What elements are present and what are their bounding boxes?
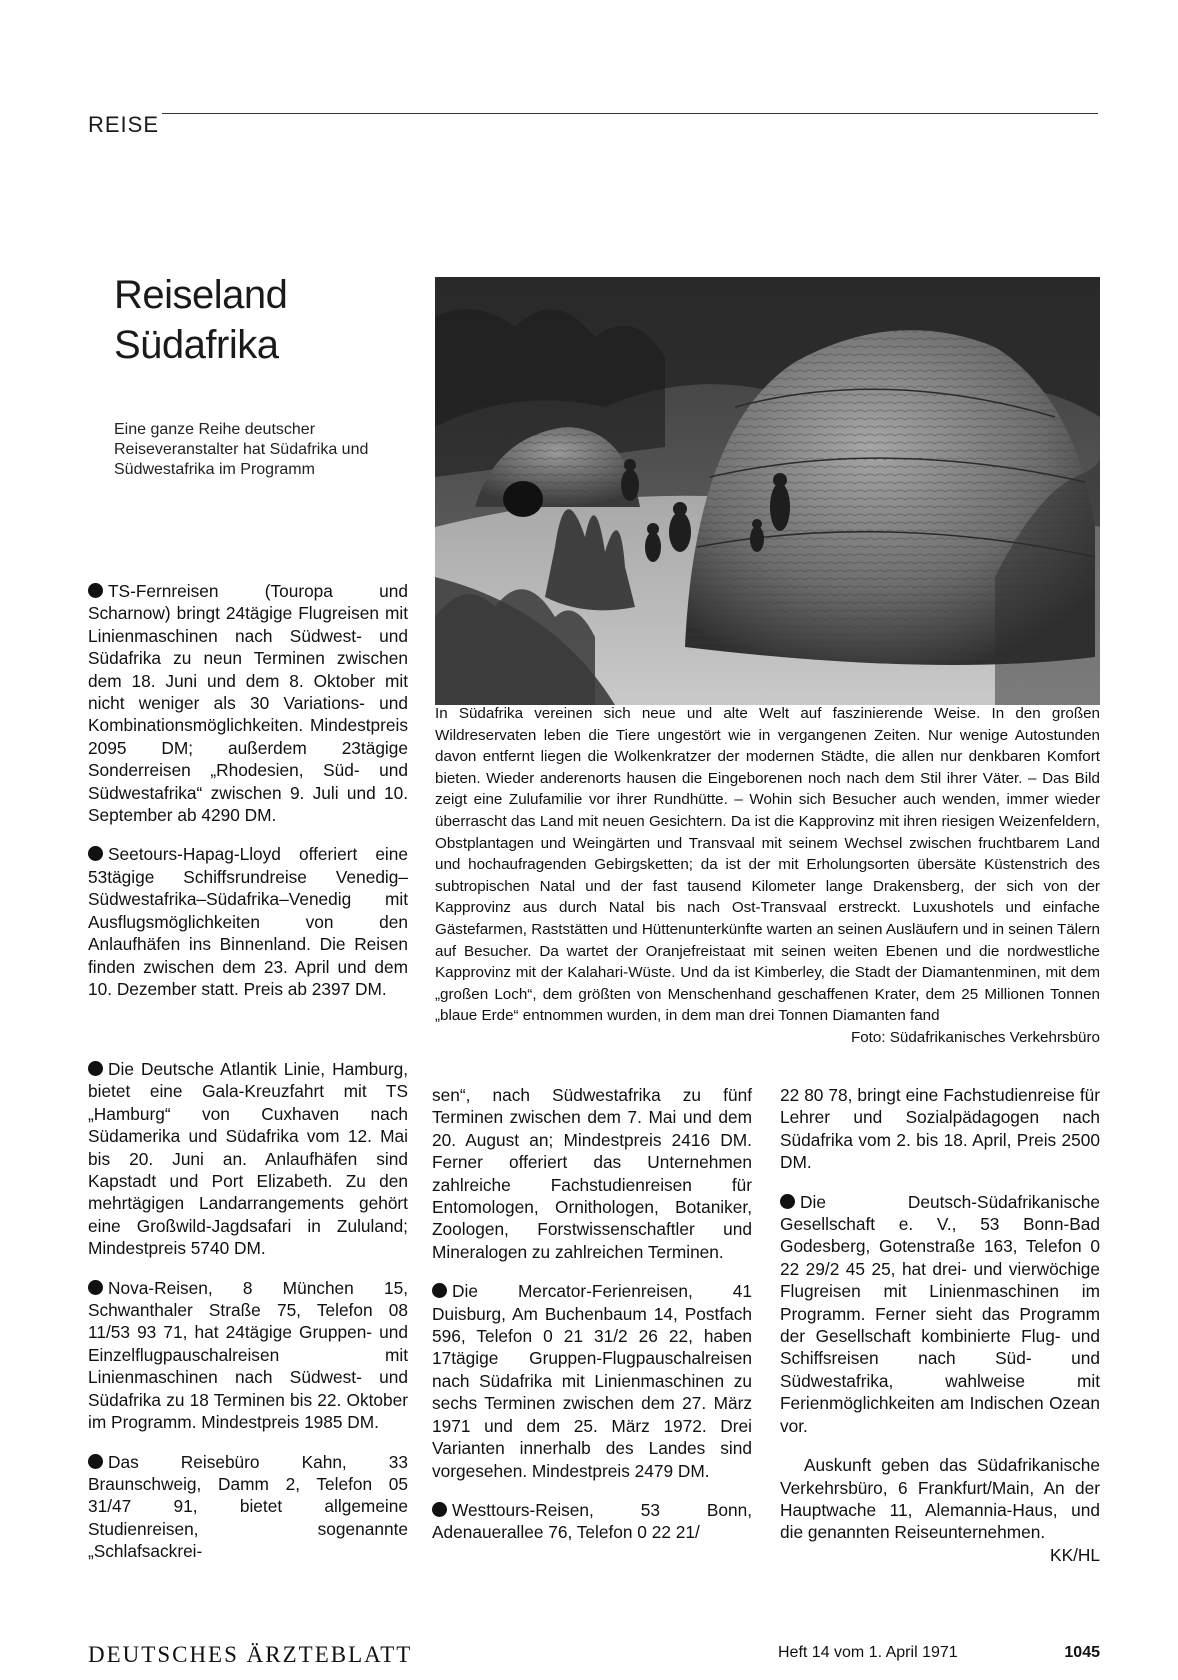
bullet-icon — [780, 1194, 795, 1209]
bullet-icon — [88, 1454, 103, 1469]
paragraph-auskunft — [780, 1454, 1100, 1565]
bullet-icon — [88, 1061, 103, 1076]
issue-info: Heft 14 vom 1. April 1971 — [778, 1644, 958, 1661]
paragraph-text: Die Deutsch-Südafrikanische Gesellschaft e. V., 53 Bonn-Bad Godesberg, Gotenstraße 163, Telefon 0 22 29/2 45 25, hat drei- und vierwöchige Flugreisen mit Linienmaschinen im Programm. Ferner sieht das Programm der Gesellschaft kombinierte Flug- und Schiffsreisen nach Süd- und Südwestafrika, wahlweise mit Ferienmöglichkeiten am Indischen Ozean vor. — [780, 1191, 1100, 1436]
paragraph-kahn-start — [88, 1451, 408, 1563]
bullet-icon — [88, 1280, 103, 1295]
paragraph-ts-fernreisen — [88, 580, 408, 826]
bullet-icon — [432, 1502, 447, 1517]
column-1-upper — [88, 580, 408, 1017]
paragraph-dsg — [780, 1191, 1100, 1437]
page-number: 1045 — [1064, 1644, 1100, 1661]
paragraph-atlantik-linie — [88, 1058, 408, 1260]
article-subtitle: Eine ganze Reihe deutscher Reiseveranstalter hat Südafrika und Südwestafrika im Programm — [114, 421, 369, 478]
paragraph-text: Auskunft geben das Südafrikanische Verkehrsbüro, 6 Frankfurt/Main, An der Hauptwache 11, Alemannia-Haus, und die genannten Reiseunternehmen. — [780, 1455, 1100, 1543]
paragraph-text: Die Deutsche Atlantik Linie, Hamburg, bietet eine Gala-Kreuzfahrt mit TS „Hamburg“ von Cuxhaven nach Südamerika und Südafrika vom 12. Mai bis 20. Juni an. Anlaufhäfen sind Kapstadt und Port Elizabeth. Zu den mehrtägigen Landarrangements gehört eine Großwild-Jagdsafari in Zululand; Mindestpreis 5740 DM. — [88, 1059, 408, 1259]
paragraph-text: Seetours-Hapag-Lloyd offeriert eine 53tägige Schiffsrundreise Venedig–Südwestafrika–Südafrika–Venedig mit Ausflugsmöglichkeiten von den Anlaufhäfen ins Binnenland. Die Reisen finden zwischen dem 23. April und dem 10. Dezember statt. Preis ab 2397 DM. — [88, 844, 408, 999]
section-label: REISE — [88, 112, 160, 137]
photo-caption — [435, 703, 1100, 1049]
photo-credit: Foto: Südafrikanisches Verkehrsbüro — [850, 1028, 1100, 1046]
bullet-icon — [88, 846, 103, 861]
zulu-huts-photo — [435, 277, 1100, 705]
paragraph-westtours-continued: 22 80 78, bringt eine Fachstudienreise für Lehrer und Sozialpädagogen nach Südafrika vom 2. bis 18. April, Preis 2500 DM. — [780, 1085, 1100, 1173]
paragraph-nova-reisen — [88, 1277, 408, 1434]
column-2 — [432, 1084, 752, 1561]
paragraph-kahn-continued: sen“, nach Südwestafrika zu fünf Terminen zwischen dem 7. Mai und dem 20. August an; Mindestpreis 2416 DM. Ferner offeriert das Unternehmen zahlreiche Fachstudienreisen für Entomologen, Ornithologen, Botaniker, Zoologen, Forstwissenschaftler und Mineralogen zu zahlreichen Terminen. — [432, 1085, 752, 1262]
column-1-lower — [88, 1058, 408, 1580]
section-header — [88, 108, 1098, 138]
paragraph-mercator — [432, 1280, 752, 1482]
title-line-2: Südafrika — [114, 323, 279, 367]
bullet-icon — [88, 583, 103, 598]
paragraph-westtours-start — [432, 1499, 752, 1544]
column-3 — [780, 1084, 1100, 1566]
paragraph-text: Das Reisebüro Kahn, 33 Braunschweig, Damm 2, Telefon 05 31/47 91, bietet allgemeine Studienreisen, sogenannte „Schlafsackrei- — [88, 1451, 408, 1562]
paragraph-text: TS-Fernreisen (Touropa und Scharnow) bringt 24tägige Flugreisen mit Linienmaschinen nach Südwest- und Südafrika zu neun Terminen zwischen dem 18. Juni und dem 8. Oktober mit nicht weniger als 30 Variations- und Kombinationsmöglichkeiten. Mindestpreis 2095 DM; außerdem 23tägige Sonderreisen „Rhodesien, Süd- und Südwestafrika“ zwischen 9. Juli und 10. September ab 4290 DM. — [88, 581, 408, 826]
paragraph-text: Nova-Reisen, 8 München 15, Schwanthaler Straße 75, Telefon 08 11/53 93 71, hat 24tägige Gruppen- und Einzelflugpauschalreisen mit Linienmaschinen nach Südwest- und Südafrika zu 18 Terminen bis 22. Oktober im Programm. Mindestpreis 1985 DM. — [88, 1277, 408, 1433]
header-rule — [162, 113, 1098, 114]
paragraph-text: Westtours-Reisen, 53 Bonn, Adenauerallee 76, Telefon 0 22 21/ — [432, 1499, 752, 1543]
bullet-icon — [432, 1283, 447, 1298]
paragraph-text: Die Mercator-Ferienreisen, 41 Duisburg, Am Buchenbaum 14, Postfach 596, Telefon 0 21 31/2 26 22, haben 17tägige Gruppen-Flugpauschalreisen nach Südafrika mit Linienmaschinen zu sechs Terminen zwischen dem 27. März 1971 und dem 25. März 1972. Drei Varianten innerhalb des Landes sind vorgesehen. Mindestpreis 2479 DM. — [432, 1281, 752, 1481]
author-signature: KK/HL — [1050, 1544, 1100, 1565]
paragraph-seetours — [88, 843, 408, 1000]
article-title — [114, 270, 414, 370]
page-footer — [88, 1642, 1100, 1672]
caption-text: In Südafrika vereinen sich neue und alte Welt auf faszinierende Weise. In den großen Wildreservaten leben die Tiere ungestört wie in vergangenen Zeiten. Nur wenige Autostunden davon entfernt liegen die Wolkenkratzer der modernen Städte, die allen nur denkbaren Komfort bieten. Wieder anderenorts hausen die Eingeborenen noch nach dem Stil ihrer Väter. – Das Bild zeigt eine Zulufamilie vor ihrer Rundhütte. – Wohin sich Besucher auch wenden, immer wieder überrascht das Land mit neuen Gesichtern. Da ist die Kapprovinz mit ihren riesigen Weizenfeldern, Obstplantagen und Weingärten und Transvaal mit seinem Wechsel zwischen fruchtbarem Land und hochaufragenden Gebirgsketten; da ist der mit Erholungsorten übersäte Küstenstrich des subtropischen Natal und der fast tausend Kilometer lange Drakensberg, der sich von der Kapprovinz aus durch Natal bis nach Ost-Transvaal erstreckt. Luxushotels und einfache Gästefarmen, Raststätten und Hüttenunterkünfte warten an seinen Ausläufern und in seinen Tälern auf Besucher. Da wartet der Oranjefreistaat mit seinen weiten Ebenen und die nordwestliche Kapprovinz mit der Kalahari-Wüste. Und da ist Kimberley, die Stadt der Diamantenminen, mit dem „großen Loch“, dem größten von Menschenhand geschaffenen Krater, dem 25 Millionen Tonnen „blaue Erde“ entnommen wurden, in dem man drei Tonnen Diamanten fand — [435, 705, 1101, 1025]
title-line-1: Reiseland — [114, 273, 288, 317]
journal-name: DEUTSCHES ÄRZTEBLATT — [88, 1642, 413, 1667]
